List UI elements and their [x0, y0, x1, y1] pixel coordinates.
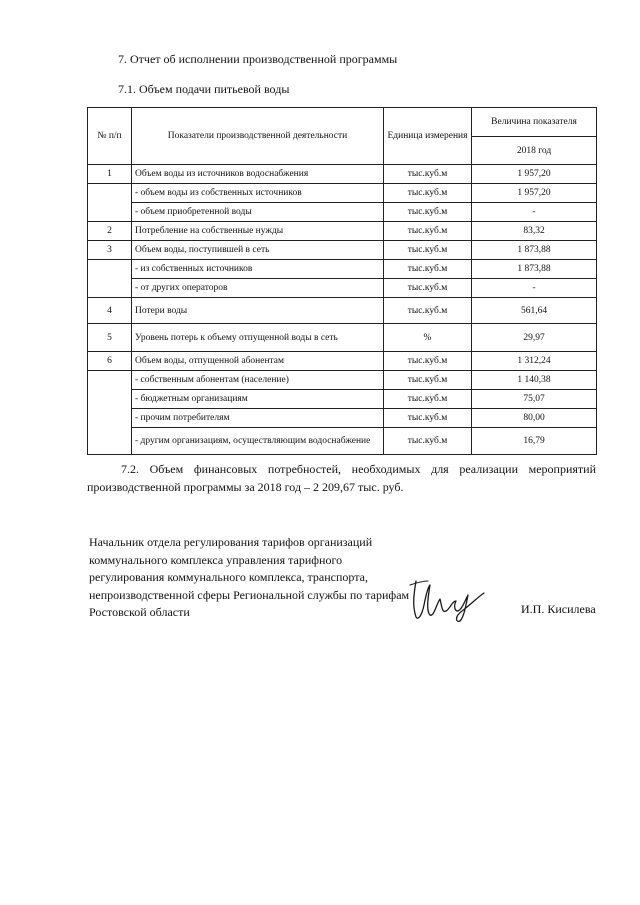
table-row	[88, 324, 597, 352]
row-unit: тыс.куб.м	[384, 241, 472, 260]
row-indicator: Уровень потерь к объему отпущенной воды в сеть	[132, 324, 384, 352]
row-value: 16,79	[472, 428, 597, 455]
table-row	[88, 222, 597, 241]
table-row	[88, 409, 597, 428]
table-row	[88, 260, 597, 279]
row-unit: тыс.куб.м	[384, 352, 472, 371]
row-num: 2	[88, 222, 132, 241]
row-indicator: - от других операторов	[132, 279, 384, 298]
signatory-name: И.П. Кисилева	[521, 602, 596, 616]
handwritten-signature	[408, 575, 486, 625]
row-unit: тыс.куб.м	[384, 298, 472, 324]
row-indicator: Объем воды, отпущенной абонентам	[132, 352, 384, 371]
signatory-position: Начальник отдела регулирования тарифов организаций коммунального комплекса управления тарифного регулирования коммунального комплекса, транспорта, непроизводственной сферы Региональной службы по тарифам Ростовской области	[89, 535, 410, 619]
row-value: 561,64	[472, 298, 597, 324]
water-supply-table	[87, 107, 597, 455]
row-value: 1 873,88	[472, 260, 597, 279]
table-row	[88, 279, 597, 298]
row-value: 1 312,24	[472, 352, 597, 371]
table-row	[88, 203, 597, 222]
table-row	[88, 241, 597, 260]
table-row	[88, 390, 597, 409]
header-year: 2018 год	[472, 137, 597, 165]
table-row	[88, 352, 597, 371]
row-unit: тыс.куб.м	[384, 409, 472, 428]
table-row	[88, 165, 597, 184]
row-unit: тыс.куб.м	[384, 260, 472, 279]
section-title: 7. Отчет об исполнении производственной программы	[118, 52, 398, 66]
header-unit: Единица измерения	[384, 108, 472, 165]
row-value: 1 873,88	[472, 241, 597, 260]
row-indicator: - другим организациям, осуществляющим водоснабжение	[132, 428, 384, 455]
row-value: 1 957,20	[472, 165, 597, 184]
financial-needs-paragraph: 7.2. Объем финансовых потребностей, необходимых для реализации мероприятий производственной программы за 2018 год – 2 209,67 тыс. руб.	[87, 462, 596, 494]
row-value: -	[472, 279, 597, 298]
row-indicator: Потери воды	[132, 298, 384, 324]
row-num: 6	[88, 352, 132, 371]
table-row	[88, 298, 597, 324]
row-indicator: Потребление на собственные нужды	[132, 222, 384, 241]
row-num	[88, 260, 132, 298]
row-value: 29,97	[472, 324, 597, 352]
row-unit: тыс.куб.м	[384, 203, 472, 222]
table-row	[88, 184, 597, 203]
row-unit: тыс.куб.м	[384, 390, 472, 409]
row-value: 83,32	[472, 222, 597, 241]
row-indicator: - объем приобретенной воды	[132, 203, 384, 222]
row-unit: тыс.куб.м	[384, 279, 472, 298]
row-num: 4	[88, 298, 132, 324]
row-num: 1	[88, 165, 132, 184]
header-indicator: Показатели производственной деятельности	[132, 108, 384, 165]
row-indicator: - бюджетным организациям	[132, 390, 384, 409]
row-indicator: - объем воды из собственных источников	[132, 184, 384, 203]
row-value: 1 140,38	[472, 371, 597, 390]
subsection-title: 7.1. Объем подачи питьевой воды	[118, 82, 290, 96]
table-row	[88, 428, 597, 455]
row-unit: тыс.куб.м	[384, 371, 472, 390]
row-unit: %	[384, 324, 472, 352]
header-value: Величина показателя	[472, 108, 597, 137]
row-value: 80,00	[472, 409, 597, 428]
row-unit: тыс.куб.м	[384, 428, 472, 455]
row-num	[88, 371, 132, 455]
row-value: 75,07	[472, 390, 597, 409]
header-num: № п/п	[88, 108, 132, 165]
row-unit: тыс.куб.м	[384, 222, 472, 241]
row-num	[88, 184, 132, 222]
row-value: -	[472, 203, 597, 222]
row-indicator: - собственным абонентам (население)	[132, 371, 384, 390]
row-num: 5	[88, 324, 132, 352]
row-value: 1 957,20	[472, 184, 597, 203]
row-indicator: Объем воды, поступившей в сеть	[132, 241, 384, 260]
row-unit: тыс.куб.м	[384, 184, 472, 203]
row-indicator: - прочим потребителям	[132, 409, 384, 428]
table-row	[88, 371, 597, 390]
row-num: 3	[88, 241, 132, 260]
row-indicator: - из собственных источников	[132, 260, 384, 279]
row-indicator: Объем воды из источников водоснабжения	[132, 165, 384, 184]
row-unit: тыс.куб.м	[384, 165, 472, 184]
